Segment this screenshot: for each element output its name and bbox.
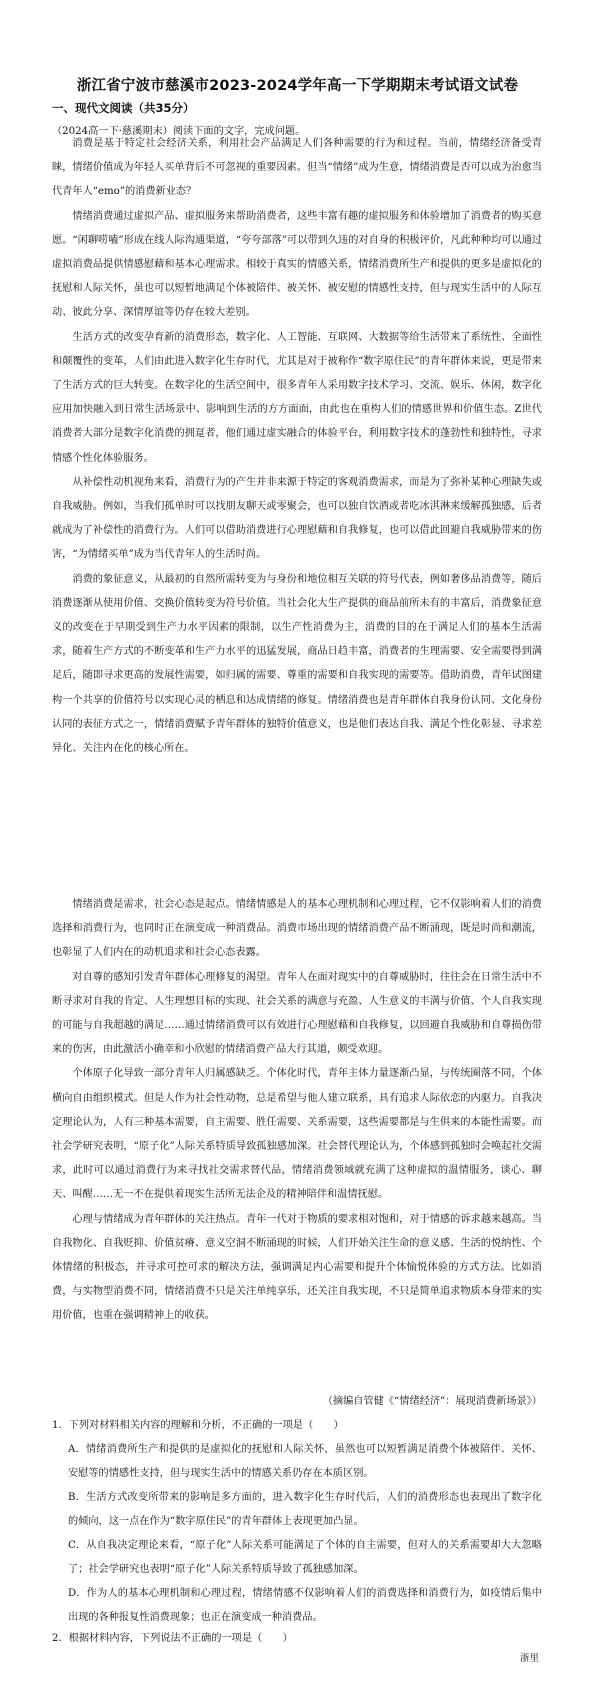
paragraph: 从补偿性动机视角来看，消费行为的产生并非来源于特定的客观消费需求，而是为了弥补某种心理缺失或自我威胁。例如，当我们孤单时可以找朋友聊天或零聚会，也可以独自饮酒或者吃冰淇淋来缓解孤独感，后者就成为了补偿性的消费行为。人们可以借助消费进行心理慰藉和自我修复，也可以借此回避自我威胁带来的伤害，“为情绪买单”成为当代青年人的生活时尚。 xyxy=(52,476,542,561)
page-footer: 浙里 xyxy=(519,1653,539,1664)
article-body-bottom xyxy=(52,893,542,1329)
option-a: A．情绪消费所生产和提供的是虚拟化的抚慰和人际关怀，虽然也可以短暂满足消费个体被陪伴、关怀、安慰等的情感性支持，但与现实生活中的情感关系仍存在本质区别。 xyxy=(68,1444,542,1479)
reading-instruction: （2024高一下·慈溪期末）阅读下面的文字，完成问题。 xyxy=(52,126,306,137)
exam-title: 浙江省宁波市慈溪市2023-2024学年高一下学期期末考试语文试卷 xyxy=(76,78,519,94)
paragraph: 心理与情绪成为青年群体的关注热点。青年一代对于物质的要求相对饱和，对于情感的诉求越来越高。当自我物化、自我贬抑、价值贫瘠、意义空洞不断涌现的时候，人们开始关注生命的意义感、生活的悦纳性、个体情绪的积极态，并寻求可控可求的解决方法，强调满足内心需要和提升个体愉悦体验的方式方法。比如消费，与实物型消费不同，情绪消费不只是关注单纯享乐，还关注自我实现，不只是简单追求物质本身带来的实用价值，也重在强调精神上的收获。 xyxy=(52,1213,542,1322)
article-source: （摘编自管健《“情绪经济”：展现消费新场景》） xyxy=(322,1396,542,1407)
article-body-top xyxy=(52,132,542,761)
paragraph: 个体原子化导致一部分青年人归属感缺乏。个体化时代，青年主体力量逐渐凸显，与传统圈落不同，个体横向自由组织模式。但是人作为社会性动物，总是希望与他人建立联系，具有追求人际依恋的内驱力。自我决定理论认为，人有三种基本需要，自主需要、胜任需要、关系需要，这些需要都是与生俱来的本能性需要。而社会学研究表明，“原子化”人际关系特质导致孤独感加深。社会替代理论认为，个体感到孤独时会唤起社交需求，此时可以通过消费行为来寻找社交需求替代品，情绪消费领域就充满了这种虚拟的温情服务，谈心、聊天、叫醒……无一不在提供着现实生活所无法企及的精神陪伴和温情抚慰。 xyxy=(52,1068,542,1201)
paragraph: 对自尊的感知引发青年群体心理修复的渴望。青年人在面对现实中的自尊威胁时，往往会在日常生活中不断寻求对自我的肯定、人生理想目标的实现、社会关系的满意与充盈、人生意义的丰满与价值、个人自我实现的可能与自我超越的满足……通过情绪消费可以有效进行心理慰藉和自我修复，以回避自我威胁和自尊损伤带来的伤害，由此激活小确幸和小欣慰的情绪消费产品大行其道，颇受欢迎。 xyxy=(52,971,542,1056)
paragraph: 情绪消费通过虚拟产品、虚拟服务来帮助消费者，这些丰富有趣的虚拟服务和体验增加了消费者的购买意愿。“闲聊唠嗑”形成在线人际沟通渠道，“夸夸部落”可以带到久违的对自身的积极评价，凡此种种均可以通过虚拟消费品提供情感慰藉和基本心理需求。相较于真实的情感关系，情绪消费所生产和提供的更多是虚拟化的抚慰和人际关怀，虽也可以短暂地满足个体被陪伴、被关怀、被安慰的情感性支持，但与现实生活中的人际互动、彼此分享、深情厚谊等仍存在较大差别。 xyxy=(52,210,542,319)
paragraph: 生活方式的改变孕育新的消费形态，数字化、人工智能、互联网、大数据等给生活带来了系统性、全面性和颠覆性的变革，人们由此进入数字化生存时代，尤其是对于被称作“数字原住民”的青年群体来说，更是带来了生活方式的巨大转变。在数字化的生活空间中，很多青年人采用数字技术学习、交流、娱乐、休闲，数字化应用加快融入到日常生活场景中、影响到生活的方方面面，由此也在重构人们的情感世界和价值生态。Z世代消费者大部分是数字化消费的拥趸者，他们通过虚实融合的体验平台，利用数字技术的蓬勃性和独特性，寻求情感个性化体验服务。 xyxy=(52,331,542,464)
paragraph: 消费是基于特定社会经济关系，利用社会产品满足人们各种需要的行为和过程。当前，情绪经济备受青睐，情绪价值成为年轻人买单背后不可忽视的重要因素。但当“情绪”成为生意，情绪消费是否可以成为治愈当代青年人“emo”的消费新业态？ xyxy=(52,138,542,198)
question-stem: 2．根据材料内容，下列说法不正确的一项是（ ） xyxy=(52,1633,293,1644)
question-2 xyxy=(52,1627,542,1651)
paragraph: 情绪消费是需求，社会心态是起点。情绪情感是人的基本心理机制和心理过程，它不仅影响着人们的消费选择和消费行为，也同时正在演变成一种消费品。消费市场出现的情绪消费产品不断涌现，既是时尚和潮流，也彰显了人们内在的动机追求和社会心态表露。 xyxy=(52,899,542,959)
option-d: D．作为人的基本心理机制和心理过程，情绪情感不仅影响着人们的消费选择和消费行为，如疫情后集中出现的各种报复性消费现象；也正在演变成一种消费品。 xyxy=(68,1588,542,1623)
section-heading: 一、现代文阅读（共35分） xyxy=(52,101,195,115)
paragraph: 消费的象征意义，从最初的自然所需转变为与身份和地位相互关联的符号代表，例如奢侈品消费等，随后消费逐渐从使用价值、交换价值转变为符号价值。当社会化大生产提供的商品前所未有的丰富后，消费象征意义的改变在于早期受到生产力水平因素的限制，以生产性消费为主，消费的目的在于满足人们的基本生活需求，随着生产方式的不断变革和生产力水平的迅猛发展，商品日趋丰富，消费者的生理需要、安全需要得到满足后，随即寻求更高的发展性需要，如归属的需要、尊重的需要和自我实现的需要等。借助消费，青年试图建构一个共享的价值符号以实现心灵的栖息和达成情绪的修复。情绪消费也是青年群体自我身份认同、文化身份认同的表征方式之一，情绪消费赋予青年群体的独特价值意义，也是他们表达自我、满足个性化彰显、寻求差异化、关注内在化的核心所在。 xyxy=(52,573,542,755)
option-b: B．生活方式改变所带来的影响是多方面的，进入数字化生存时代后，人们的消费形态也表现出了数字化的倾向，这一点在作为“数字原住民”的青年群体上表现更加凸显。 xyxy=(68,1492,542,1527)
question-1 xyxy=(52,1414,542,1630)
question-stem: 1．下列对材料相关内容的理解和分析，不正确的一项是（ ） xyxy=(52,1420,344,1431)
option-c: C．从自我决定理论来看，“原子化”人际关系可能满足了个体的自主需要，但对人的关系需要却大大忽略了；社会学研究也表明“原子化”人际关系特质导致了孤独感加深。 xyxy=(68,1540,542,1575)
